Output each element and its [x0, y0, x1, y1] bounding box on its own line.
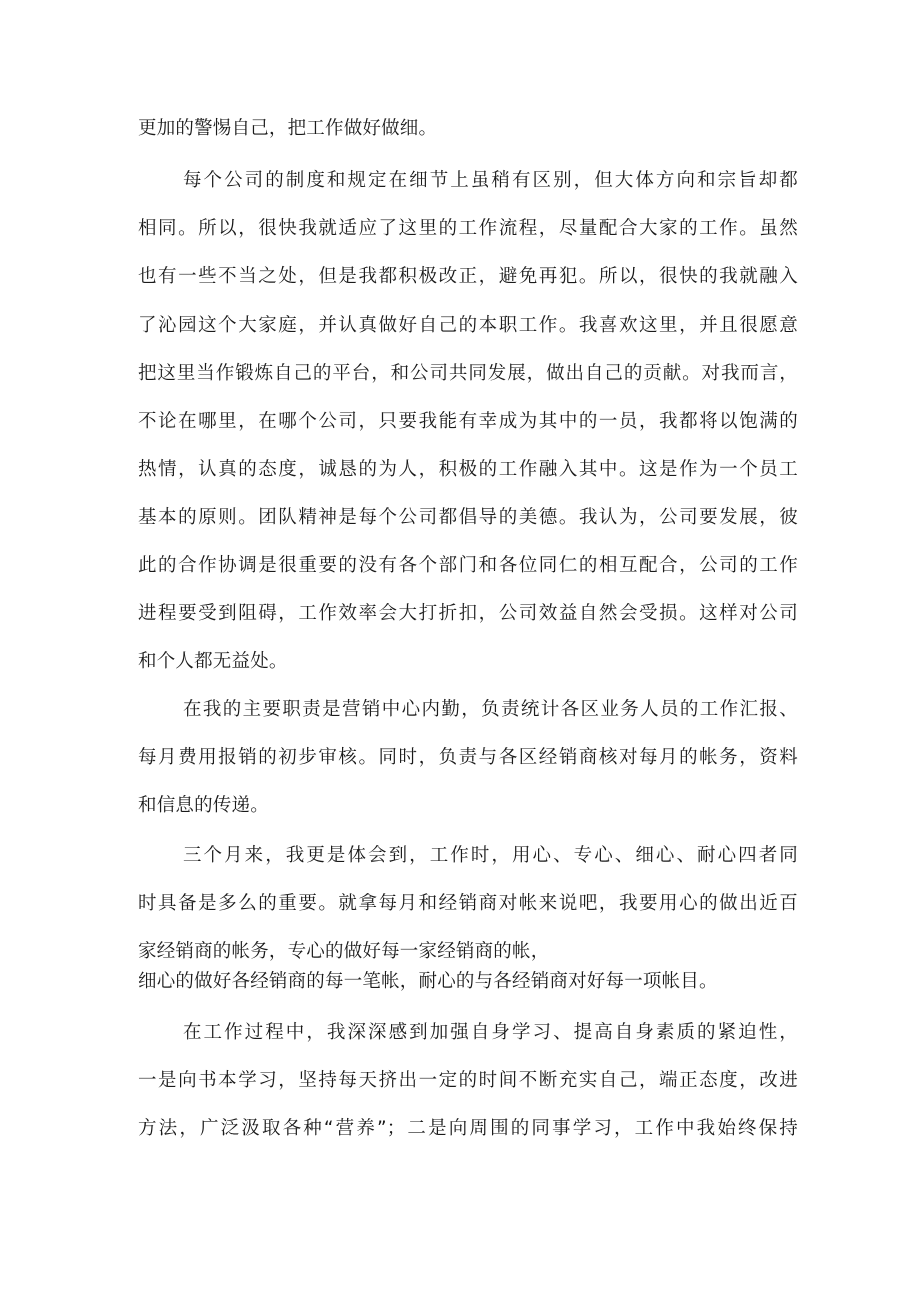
- text-line: 家经销商的帐务，专心的做好每一家经销商的帐，: [138, 941, 550, 962]
- text-line: 细心的做好各经销商的每一笔帐，耐心的与各经销商对好每一项帐目。: [138, 971, 718, 992]
- text-line: 不论在哪里，在哪个公司，只要我能有幸成为其中的一员，我都将以饱满的: [138, 411, 798, 432]
- text-line: 了沁园这个大家庭，并认真做好自己的本职工作。我喜欢这里，并且很愿意: [138, 315, 798, 336]
- text-line: 和信息的传递。: [138, 795, 269, 816]
- text-line: 进程要受到阻碍，工作效率会大打折扣，公司效益自然会受损。这样对公司: [138, 603, 798, 624]
- text-line: 也有一些不当之处，但是我都积极改正，避免再犯。所以，很快的我就融入: [138, 266, 798, 287]
- paragraph-first-line: 在我的主要职责是营销中心内勤，负责统计各区业务人员的工作汇报、: [183, 699, 798, 720]
- paragraph-first-line: 在工作过程中，我深深感到加强自身学习、提高自身素质的紧迫性，: [183, 1022, 798, 1043]
- text-line: 热情，认真的态度，诚恳的为人，积极的工作融入其中。这是作为一个员工: [138, 459, 798, 480]
- text-line: 方法，广泛汲取各种“营养”；二是向周围的同事学习，工作中我始终保持: [138, 1118, 798, 1139]
- text-line: 一是向书本学习，坚持每天挤出一定的时间不断充实自己，端正态度，改进: [138, 1070, 798, 1091]
- text-line: 基本的原则。团队精神是每个公司都倡导的美德。我认为，公司要发展，彼: [138, 507, 798, 528]
- text-line: 每月费用报销的初步审核。同时，负责与各区经销商核对每月的帐务，资料: [138, 747, 798, 768]
- text-line: 时具备是多么的重要。就拿每月和经销商对帐来说吧，我要用心的做出近百: [138, 893, 798, 914]
- paragraph-first-line: 每个公司的制度和规定在细节上虽稍有区别，但大体方向和宗旨却都: [183, 170, 798, 191]
- text-line: 和个人都无益处。: [138, 651, 288, 672]
- text-line: 此的合作协调是很重要的没有各个部门和各位同仁的相互配合，公司的工作: [138, 555, 798, 576]
- paragraph-first-line: 三个月来，我更是体会到，工作时，用心、专心、细心、耐心四者同: [183, 845, 798, 866]
- text-line: 把这里当作锻炼自己的平台，和公司共同发展，做出自己的贡献。对我而言，: [138, 363, 798, 384]
- text-line: 相同。所以，很快我就适应了这里的工作流程，尽量配合大家的工作。虽然: [138, 218, 798, 239]
- text-line: 更加的警惕自己，把工作做好做细。: [138, 118, 438, 139]
